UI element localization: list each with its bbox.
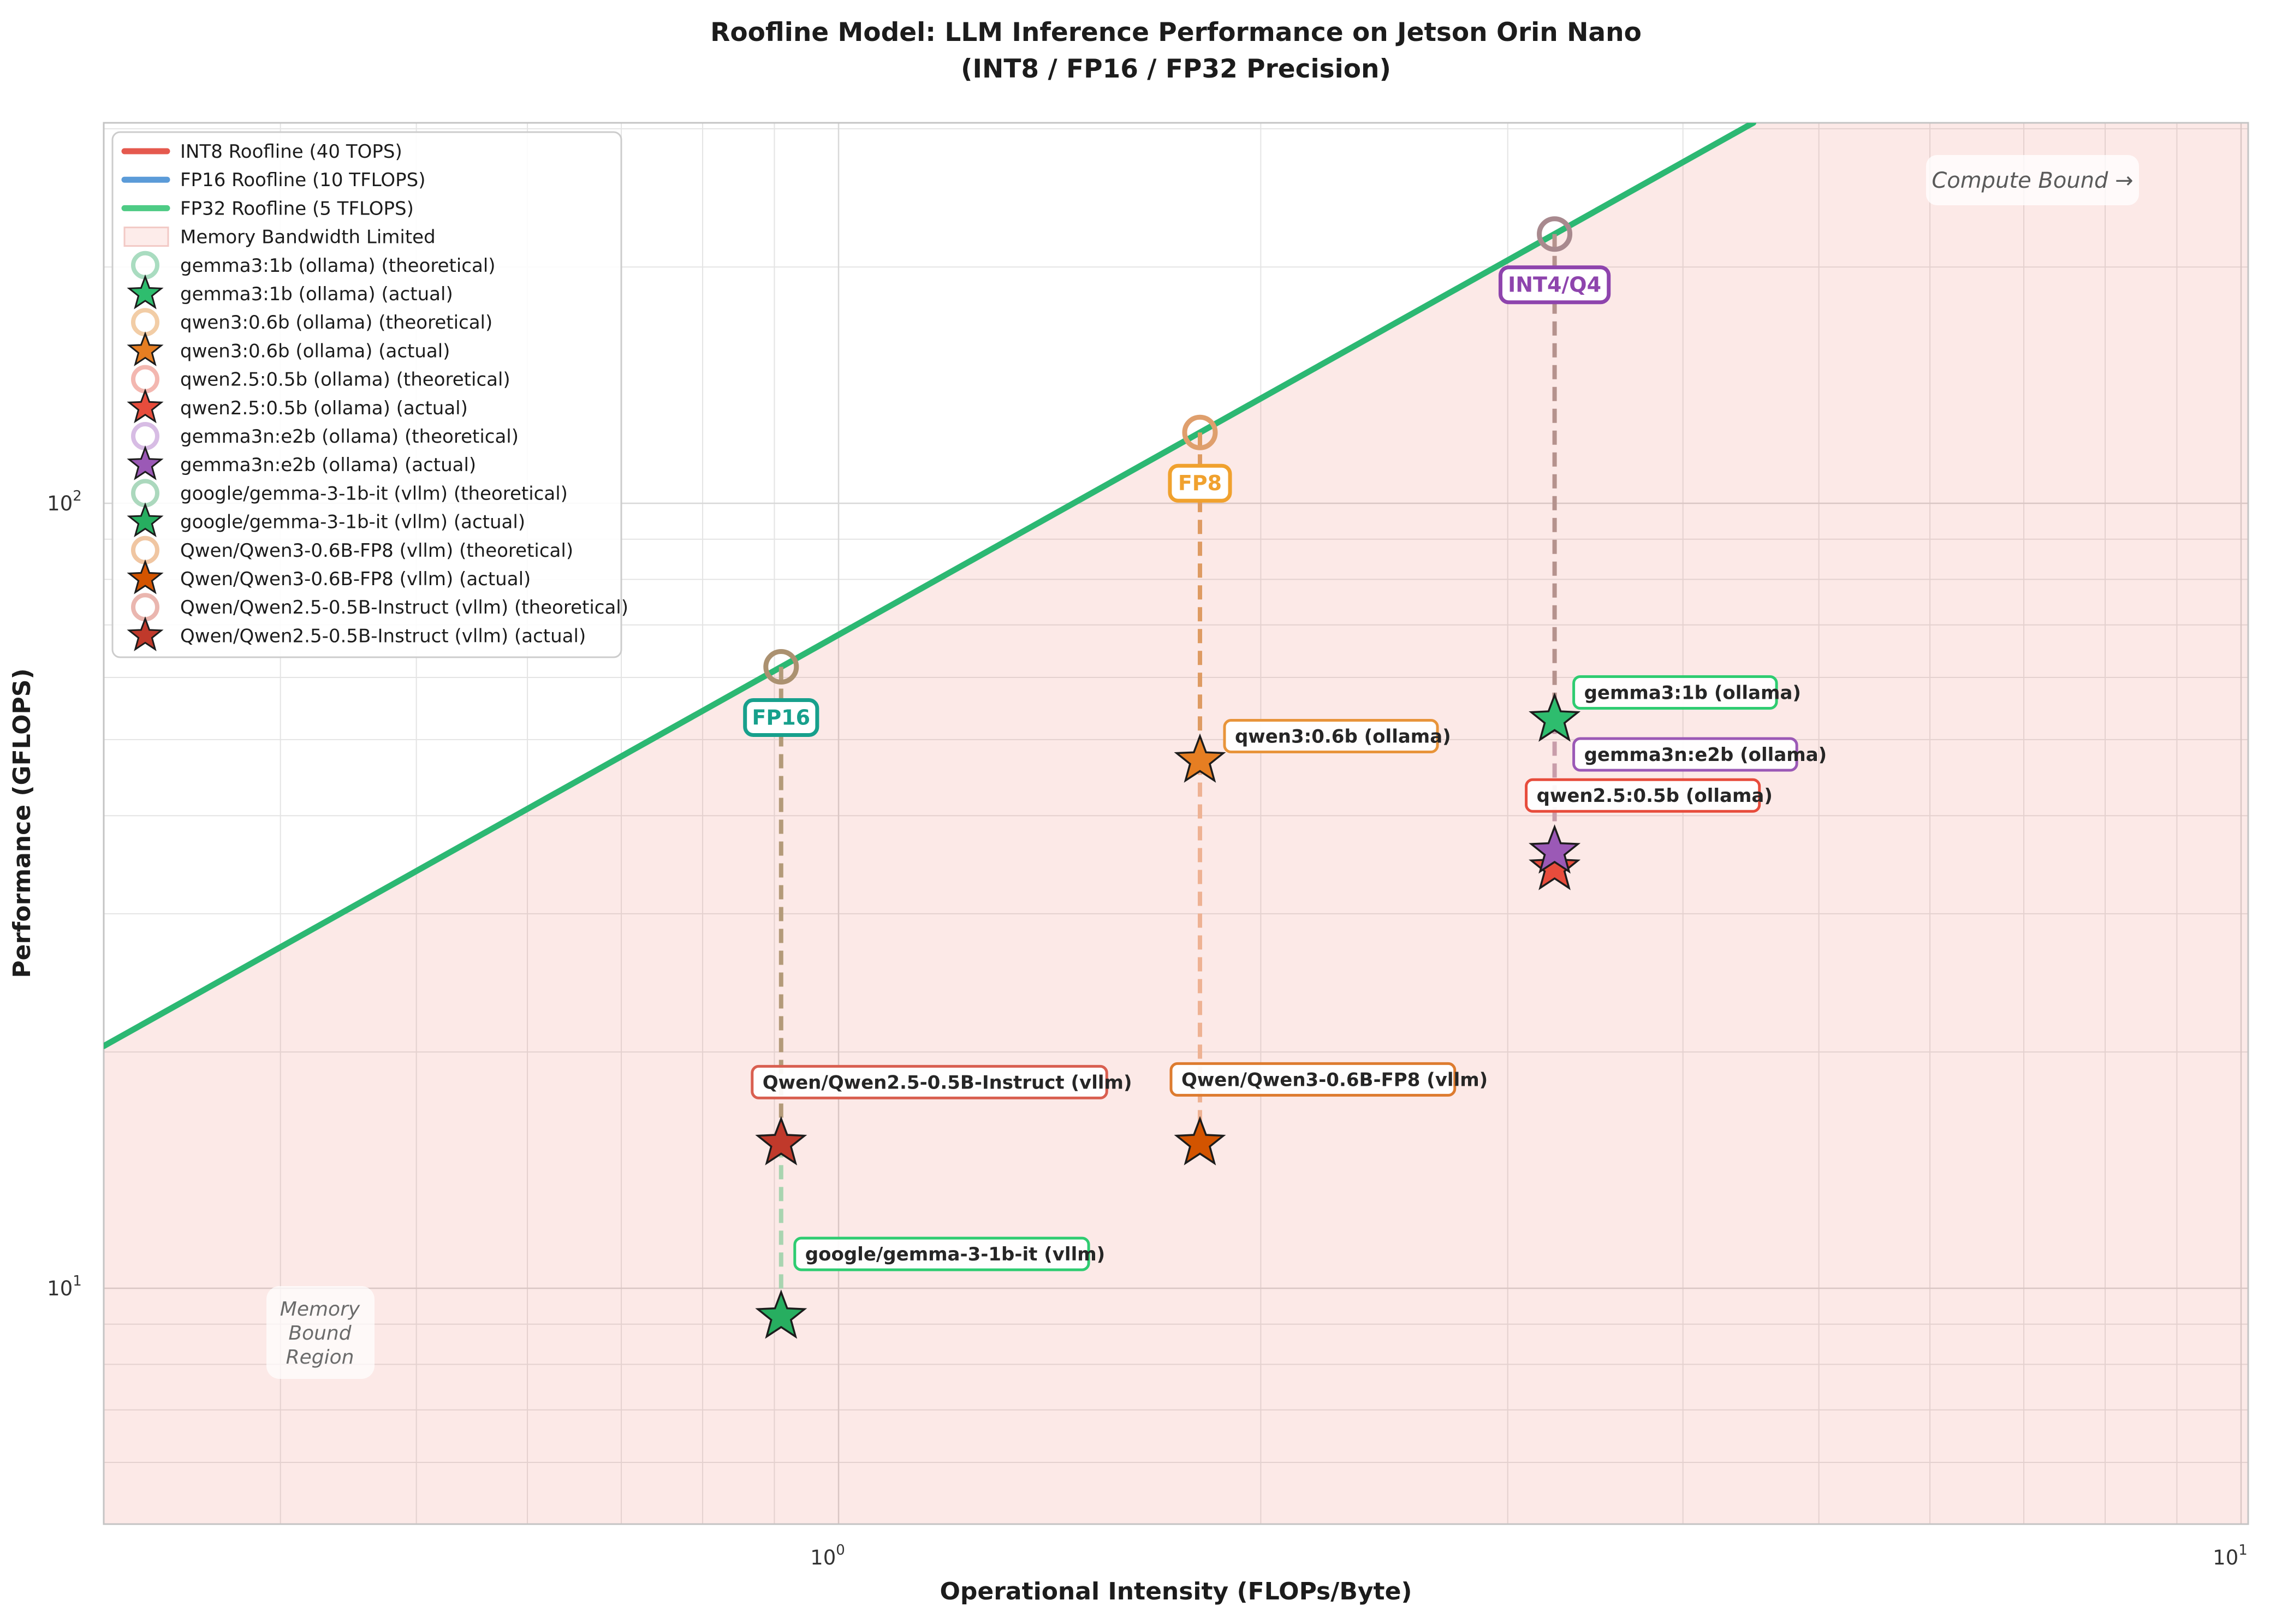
legend-label: FP32 Roofline (5 TFLOPS) (180, 198, 414, 220)
legend-label: gemma3:1b (ollama) (actual) (180, 283, 453, 305)
legend-item (133, 538, 573, 562)
legend-label: qwen3:0.6b (ollama) (theoretical) (180, 312, 493, 334)
axis-title-x: Operational Intensity (FLOPs/Byte) (940, 1578, 1412, 1605)
model-label: Qwen/Qwen2.5-0.5B-Instruct (vllm) (762, 1072, 1132, 1094)
model-label: qwen2.5:0.5b (ollama) (1536, 785, 1773, 807)
tick-label-x: $10^1$ (2213, 1542, 2248, 1569)
legend-label: google/gemma-3-1b-it (vllm) (actual) (180, 511, 526, 533)
legend-label: Qwen/Qwen3-0.6B-FP8 (vllm) (actual) (180, 568, 531, 590)
tick-label-x: $10^0$ (810, 1542, 845, 1569)
legend-label: Qwen/Qwen3-0.6B-FP8 (vllm) (theoretical) (180, 539, 574, 562)
axis-title-y: Performance (GFLOPS) (8, 668, 36, 978)
legend-item (133, 367, 510, 391)
legend (112, 132, 628, 657)
legend-label: INT8 Roofline (40 TOPS) (180, 141, 402, 163)
precision-badge-label: FP16 (752, 705, 811, 730)
compute-bound-annotation: Compute Bound → (1932, 168, 2134, 193)
legend-item (133, 424, 519, 448)
model-label: gemma3:1b (ollama) (1584, 682, 1801, 704)
legend-label: google/gemma-3-1b-it (vllm) (theoretical) (180, 483, 568, 505)
model-label: gemma3n:e2b (ollama) (1584, 744, 1827, 766)
legend-label: gemma3:1b (ollama) (theoretical) (180, 254, 496, 277)
chart-title-line2: (INT8 / FP16 / FP32 Precision) (961, 54, 1391, 84)
legend-label: qwen2.5:0.5b (ollama) (actual) (180, 397, 468, 419)
tick-label-y: $10^2$ (47, 488, 82, 515)
legend-label: Qwen/Qwen2.5-0.5B-Instruct (vllm) (actual) (180, 625, 586, 647)
legend-item (133, 310, 492, 334)
legend-label: FP16 Roofline (10 TFLOPS) (180, 169, 426, 192)
legend-label: qwen3:0.6b (ollama) (actual) (180, 340, 450, 362)
model-label: Qwen/Qwen3-0.6B-FP8 (vllm) (1181, 1069, 1488, 1091)
legend-label: qwen2.5:0.5b (ollama) (theoretical) (180, 368, 510, 391)
legend-label: Qwen/Qwen2.5-0.5B-Instruct (vllm) (theoretical) (180, 597, 629, 619)
precision-badge-label: FP8 (1178, 471, 1222, 496)
legend-label: Memory Bandwidth Limited (180, 226, 436, 248)
precision-badge-label: INT4/Q4 (1508, 272, 1602, 297)
model-label: qwen3:0.6b (ollama) (1234, 725, 1451, 748)
model-label: google/gemma-3-1b-it (vllm) (805, 1244, 1106, 1266)
legend-label: gemma3n:e2b (ollama) (theoretical) (180, 426, 519, 448)
legend-item (133, 595, 628, 619)
legend-item (133, 481, 568, 505)
legend-patch-swatch (124, 228, 168, 246)
chart-title: Roofline Model: LLM Inference Performance on Jetson Orin Nano (710, 17, 1642, 47)
tick-label-y: $10^1$ (47, 1273, 82, 1300)
legend-label: gemma3n:e2b (ollama) (actual) (180, 454, 477, 477)
memory-bound-annotation: Bound (288, 1322, 352, 1345)
legend-item (133, 253, 496, 277)
memory-bound-annotation: Memory (280, 1298, 360, 1320)
memory-bound-annotation: Region (286, 1346, 354, 1369)
